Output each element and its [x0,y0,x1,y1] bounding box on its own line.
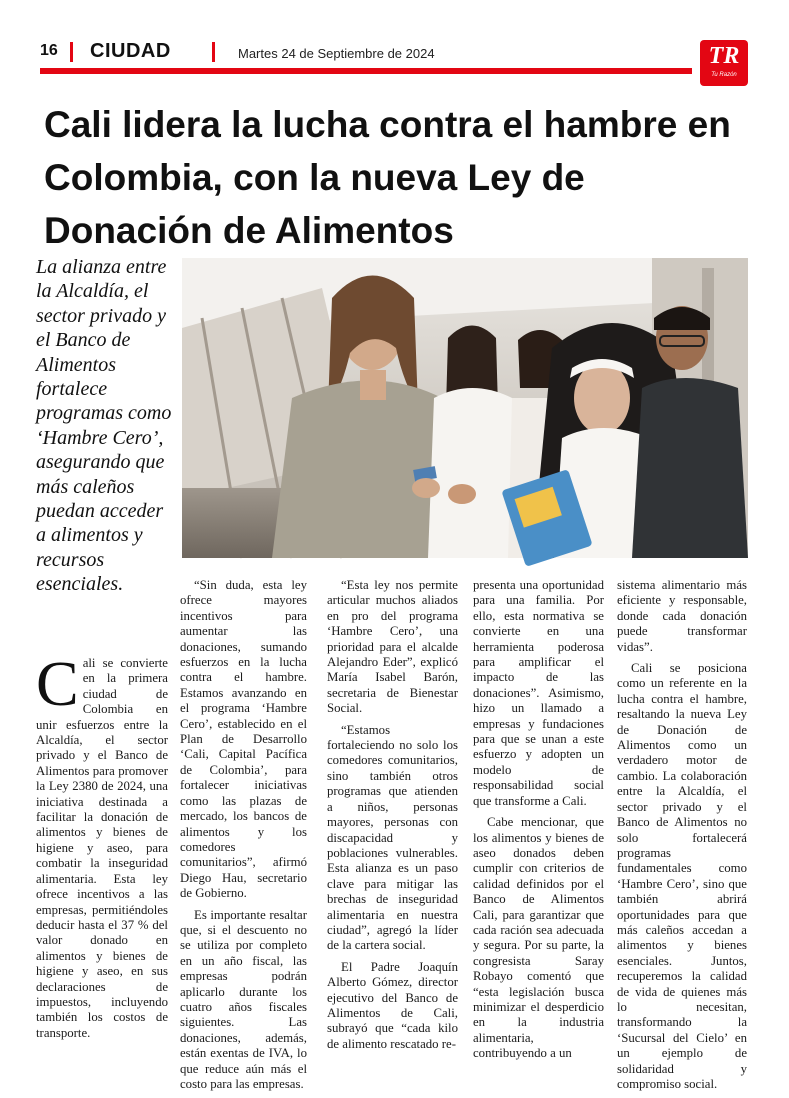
issue-date: Martes 24 de Septiembre de 2024 [238,46,435,61]
article-paragraph: Cali se posiciona como un referente en la lucha contra el hambre, resaltando la nueva Ley de Donación de Alimentos como un verdadero motor de cambio. La colaboración entre la Alcaldía, el sector privado y el Banco de Alimentos no solo fortalecerá programas fundamentales como ‘Hambre Cero’, sino que también abrirá oportunidades para que más caleños accedan a alimentos y bienes esenciales. Juntos, recuperemos la calidad de vida de quienes más lo necesitan, transformando la ‘Sucursal del Cielo’ en un ejemplo de solidaridad y compromiso social. [617,661,747,1091]
article-paragraph [36,648,168,1041]
article-paragraph: “Estamos fortaleciendo no solo los comedores comunitarios, sino también otros programas que atienden a niños, personas mayores, personas con discapacidad y poblaciones vulnerables. Esta alianza es un paso clave para mitigar las brechas de inseguridad alimentaria en nuestra ciudad”, agregó la líder de la cartera social. [327,722,458,953]
logo-mark: TR [708,43,740,69]
article-paragraph: sistema alimentario más eficiente y responsable, donde cada donación puede transformar vidas”. [617,578,747,654]
page-header [0,0,789,90]
photo-illustration [182,258,748,558]
article-photo [182,258,748,558]
header-separator [212,42,215,62]
article-column-4 [473,578,604,1068]
paragraph-text: ali se convierte en la primera ciudad de Colombia en unir esfuerzos entre la Alcaldía, el sector privado y el Banco de Alimentos para promover la Ley 2380 de 2024, una iniciativa destinada a facilitar la donación de alimentos y bienes de higiene y aseo, para combatir la inseguridad alimentaria. Esta ley ofrece incentivos a las empresas, permitiéndoles deducir hasta el 37 % del valor donado en alimentos y bienes de higiene y aseo, en sus declaraciones de impuestos, incluyendo también los costos de transporte. [36,656,168,1040]
article-paragraph: “Esta ley nos permite articular muchos aliados en pro del programa ‘Hambre Cero’, una prioridad para el alcalde Alejandro Eder”, explicó María Isabel Barón, secretaria de Bienestar Social. [327,578,458,716]
drop-cap: C [36,648,79,719]
article-column-1 [36,648,168,1047]
header-rule [40,68,692,74]
article-paragraph: “Sin duda, esta ley ofrece mayores incentivos para aumentar las donaciones, sumando esfuerzos en la lucha contra el hambre. Estamos avanzando en el programa ‘Hambre Cero’, establecido en el Plan de Desarrollo ‘Cali, Capital Pacífica de Colombia’, para fortalecer iniciativas como las plazas de mercado, los bancos de alimentos y los comedores comunitarios”, afirmó Diego Hau, secretario de Gobierno. [180,578,307,901]
article-paragraph: Es importante resaltar que, si el descuento no se utiliza por completo en un año fiscal, las empresas podrán aplicarlo durante los cuatro años fiscales siguientes. Las donaciones, además, están exentas de IVA, lo que reduce aún más el costo para las empresas. [180,907,307,1091]
section-label: CIUDAD [90,40,171,62]
article-paragraph: Cabe mencionar, que los alimentos y bienes de aseo donados deben cumplir con criterios de calidad definidos por el Banco de Alimentos Cali, para garantizar que cada ración sea adecuada y segura. Por su parte, la congresista Saray Robayo comentó que “esta legislación busca minimizar el desperdicio en la industria alimentaria, contribuyendo a un [473,815,604,1061]
page-number: 16 [40,42,58,59]
logo-name: Tu Razón [711,72,737,78]
article-column-5 [617,578,747,1098]
publication-logo [700,40,748,86]
article-column-3 [327,578,458,1058]
article-column-2 [180,578,307,1098]
article-headline: Cali lidera la lucha contra el hambre en Colombia, con la nueva Ley de Donación de Alimentos [44,104,731,251]
article-lede: La alianza entre la Alcaldía, el sector privado y el Banco de Alimentos fortalece programas como ‘Hambre Cero’, asegurando que más caleños puedan acceder a alimentos y recursos esenciales. [36,256,172,596]
header-separator [70,42,73,62]
article-paragraph: El Padre Joaquín Alberto Gómez, director ejecutivo del Banco de Alimentos de Cali, subrayó que “cada kilo de alimento rescatado re- [327,959,458,1051]
article-paragraph: presenta una oportunidad para una familia. Por ello, esta normativa se convierte en una herramienta poderosa para amplificar el impacto de las donaciones”. Asimismo, hizo un llamado a empresas y fundaciones para que se unan a este esfuerzo y adopten un modelo de responsabilidad social que transforme a Cali. [473,578,604,808]
